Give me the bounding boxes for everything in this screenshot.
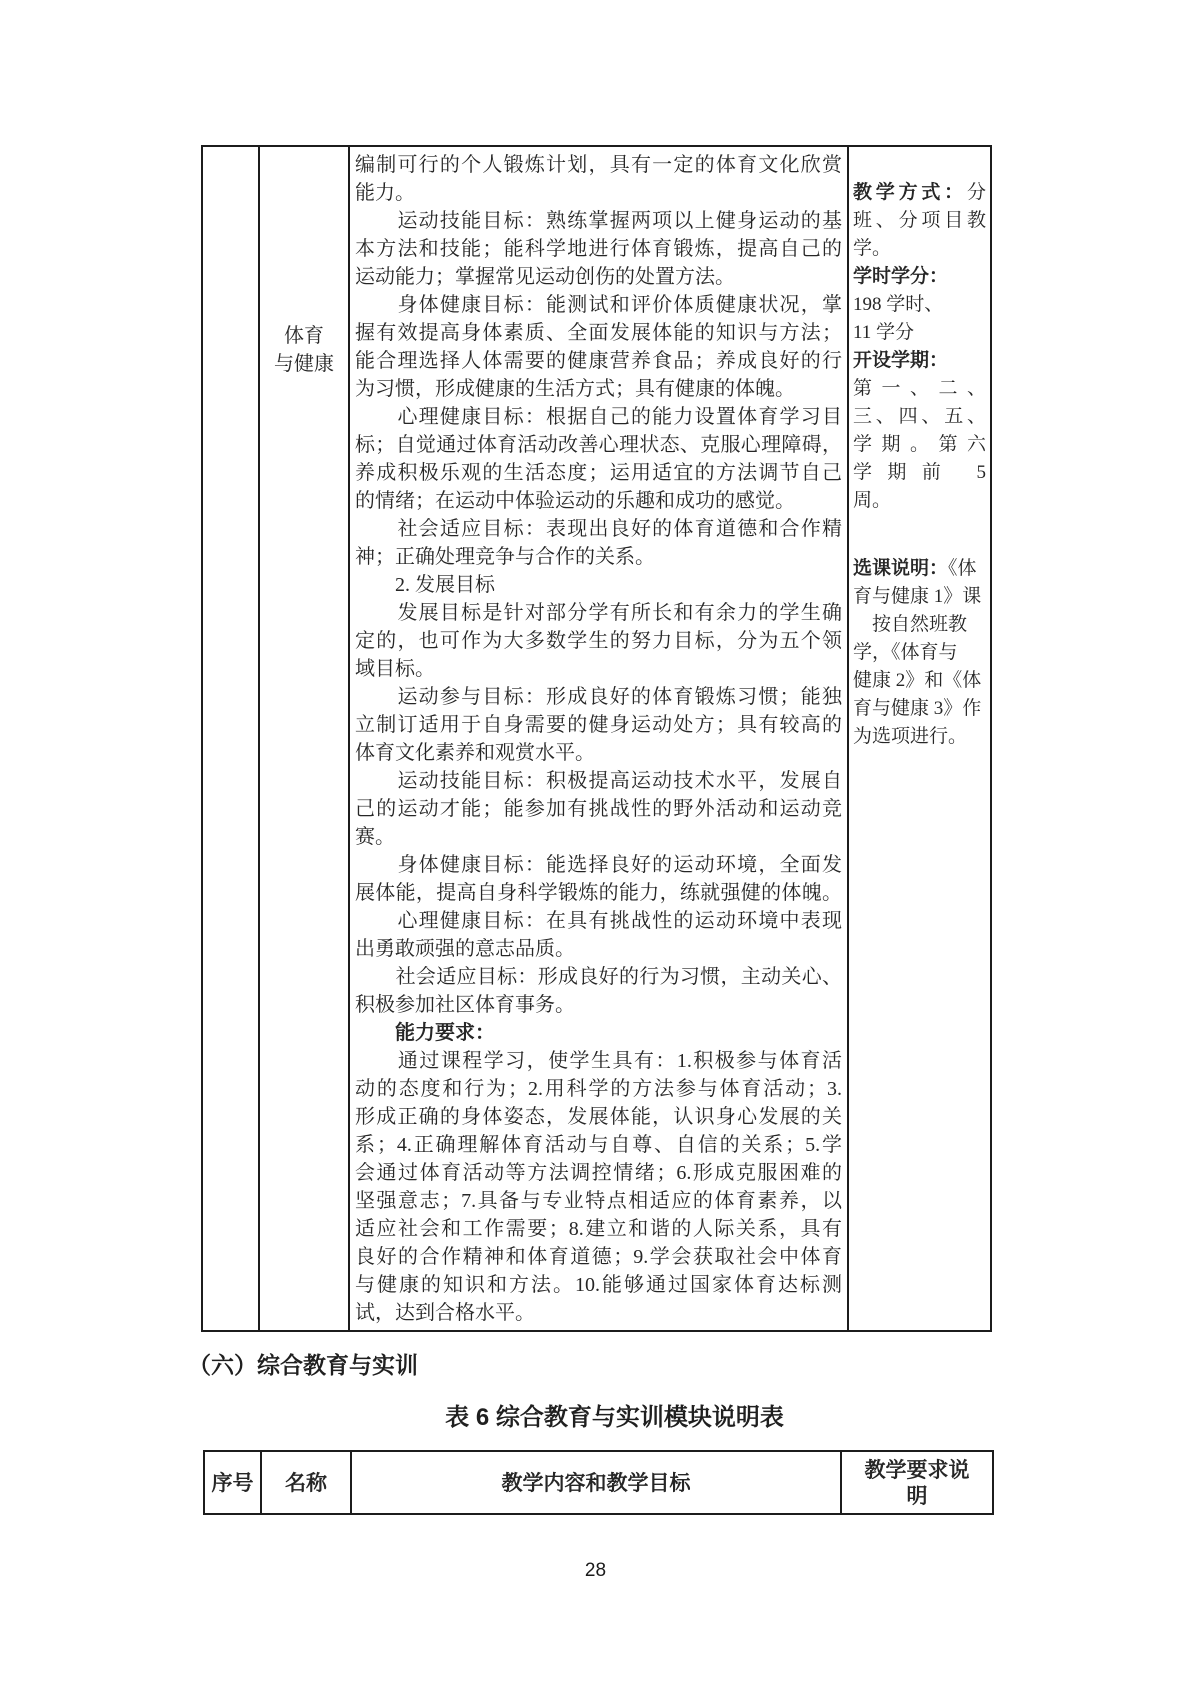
text-line: 通过课程学习，使学生具有：1.积极参与体育活: [355, 1050, 842, 1072]
text-line: 能力要求：: [355, 1022, 495, 1044]
text-line: 握有效提高身体素质、全面发展体能的知识与方法；: [355, 322, 842, 344]
text-line: 周。: [853, 490, 892, 511]
text-line: 能合理选择人体需要的健康营养食品；养成良好的行: [355, 350, 842, 372]
text-line: 社会适应目标：形成良好的行为习惯，主动关心、: [355, 966, 842, 988]
text-line: 身体健康目标：能选择良好的运动环境，全面发: [355, 854, 842, 876]
teaching-content-cell: [350, 147, 849, 1330]
text-line: 会通过体育活动等方法调控情绪；6.形成克服困难的: [355, 1162, 842, 1184]
text-line: 运动技能目标：积极提高运动技术水平，发展自: [355, 770, 842, 792]
text-line: 班、分项目教: [853, 210, 986, 231]
table6-header-requirements: 教学要求说明: [864, 1457, 970, 1508]
text-line: 2. 发展目标: [355, 574, 495, 596]
text-line: 运动技能目标：熟练掌握两项以上健身运动的基: [355, 210, 842, 232]
text-line: 为选项进行。: [853, 726, 968, 747]
text-line: 出勇敢顽强的意志品质。: [355, 938, 575, 960]
text-line: 的情绪；在运动中体验运动的乐趣和成功的感觉。: [355, 490, 795, 512]
serial-number-cell-empty: [203, 147, 260, 1330]
text-line: 学期前 5: [853, 462, 986, 483]
text-line: 能力。: [355, 182, 415, 204]
text-line: 社会适应目标：表现出良好的体育道德和合作精: [355, 518, 842, 540]
text-line: 展体能，提高自身科学锻炼的能力，练就强健的体魄。: [355, 882, 842, 904]
text-line: [849, 151, 990, 179]
table6-header-xuhao: 序号: [205, 1452, 262, 1513]
text-line: 赛。: [355, 826, 395, 848]
page-number: 28: [584, 1560, 607, 1581]
text-line: 为习惯，形成健康的生活方式；具有健康的体魄。: [355, 378, 795, 400]
text-line: 定的，也可作为大多数学生的努力目标，分为五个领: [355, 630, 842, 652]
table6-header-row: [203, 1450, 994, 1515]
table6-header-mingcheng: 名称: [262, 1452, 352, 1513]
text-line: 心理健康目标：根据自己的能力设置体育学习目: [355, 406, 842, 428]
text-line: 学，《体育与: [853, 642, 958, 663]
curriculum-table: [201, 145, 992, 1332]
text-line: [849, 263, 990, 291]
text-line: 标；自觉通过体育活动改善心理状态、克服心理障碍，: [355, 434, 842, 456]
text-line: 编制可行的个人锻炼计划，具有一定的体育文化欣赏: [355, 154, 842, 176]
text-line: 域目标。: [355, 658, 435, 680]
text-line: 神；正确处理竞争与合作的关系。: [355, 546, 655, 568]
bold-label: 学时学分：: [853, 266, 949, 287]
table6-caption: 表 6 综合教育与实训模块说明表: [445, 1404, 784, 1431]
text-line: 心理健康目标：在具有挑战性的运动环境中表现: [355, 910, 842, 932]
text-line: 与健康的知识和方法。10.能够通过国家体育达标测: [355, 1274, 842, 1296]
course-name-cell: [260, 147, 350, 1330]
text-line: 按自然班教: [853, 614, 968, 635]
text-line: 立制订适用于自身需要的健身运动处方；具有较高的: [355, 714, 842, 736]
text-line: 体育文化素养和观赏水平。: [355, 742, 595, 764]
text-line: 11 学分: [853, 322, 915, 343]
text-line: 198 学时、: [853, 294, 944, 315]
text-line: 积极参加社区体育事务。: [355, 994, 575, 1016]
course-name-line: 体育: [284, 325, 324, 347]
text-line: 本方法和技能；能科学地进行体育锻炼，提高自己的: [355, 238, 842, 260]
bold-label: 教学方式：: [853, 182, 967, 203]
text-line: 育与健康 1》课: [853, 586, 982, 607]
text-line: 教学方式：分: [853, 182, 986, 203]
text-line: 身体健康目标：能测试和评价体质健康状况，掌: [355, 294, 842, 316]
text-line: 三、四、五、: [853, 406, 986, 427]
text-line: 选课说明：《体: [853, 558, 977, 579]
teaching-requirements-cell: [849, 147, 990, 1330]
text-line: 良好的合作精神和体育道德；9.学会获取社会中体育: [355, 1246, 842, 1268]
text-line: 试，达到合格水平。: [355, 1302, 535, 1324]
section-heading: （六）综合教育与实训: [188, 1352, 418, 1378]
text-line: 适应社会和工作需要；8.建立和谐的人际关系，具有: [355, 1218, 842, 1240]
text-line: 系；4.正确理解体育活动与自尊、自信的关系；5.学: [355, 1134, 842, 1156]
text-line: 形成正确的身体姿态，发展体能，认识身心发展的关: [355, 1106, 842, 1128]
text-line: 发展目标是针对部分学有所长和有余力的学生确: [355, 602, 842, 624]
text-line: 育与健康 3》作: [853, 698, 982, 719]
text-line: 运动能力；掌握常见运动创伤的处置方法。: [355, 266, 735, 288]
table6-header-content: 教学内容和教学目标: [352, 1452, 842, 1513]
text-line: 第一、二、: [853, 378, 986, 399]
bold-label: 选课说明：: [853, 558, 949, 579]
text-line: 健康 2》和《体: [853, 670, 982, 691]
text-line: 养成积极乐观的生活态度；运用适宜的方法调节自己: [355, 462, 842, 484]
text-line: 学。: [853, 238, 892, 259]
text-line: 学期。第六: [853, 434, 986, 455]
text-line: 己的运动才能；能参加有挑战性的野外活动和运动竞: [355, 798, 842, 820]
text-line: 坚强意志；7.具备与专业特点相适应的体育素养，以: [355, 1190, 842, 1212]
course-name-line: 与健康: [274, 353, 334, 375]
text-line: 运动参与目标：形成良好的体育锻炼习惯；能独: [355, 686, 842, 708]
text-line: [849, 347, 990, 375]
text-line: [849, 515, 990, 555]
text-line: 动的态度和行为；2.用科学的方法参与体育活动；3.: [355, 1078, 842, 1100]
bold-label: 开设学期：: [853, 350, 949, 371]
